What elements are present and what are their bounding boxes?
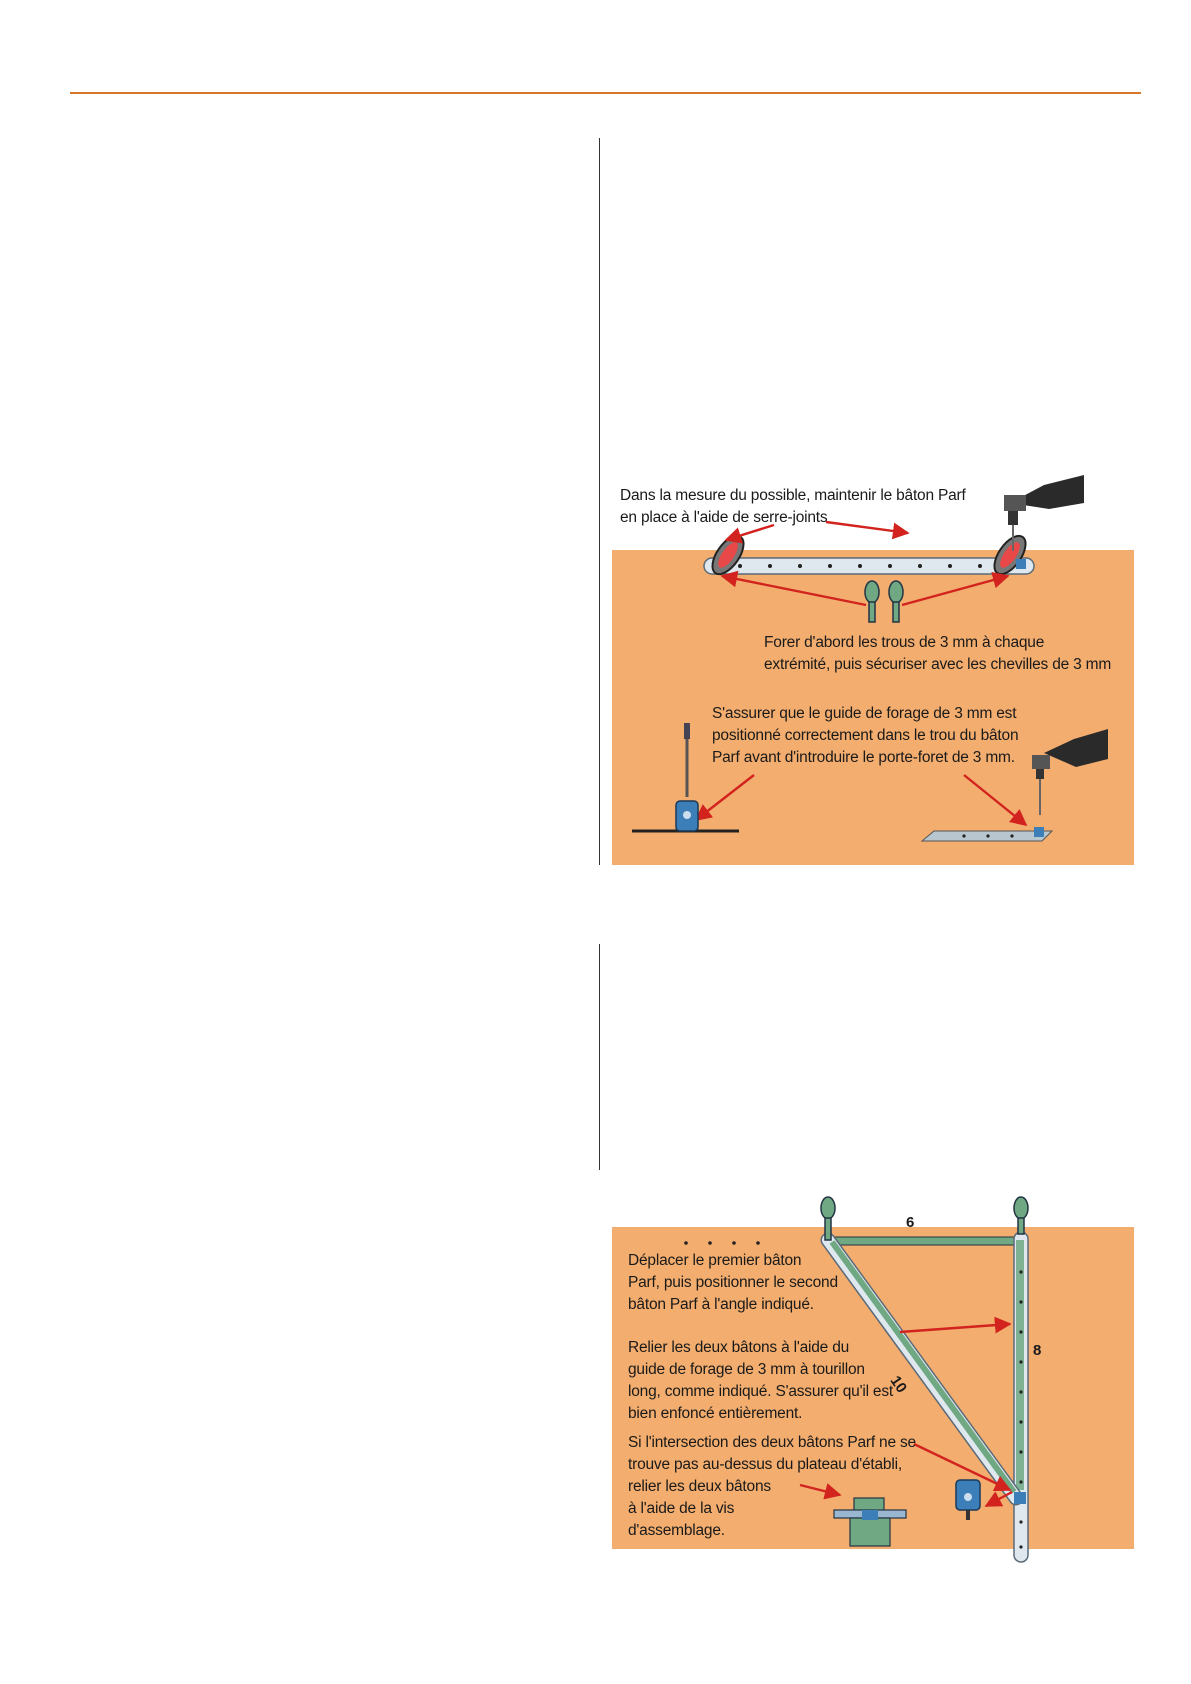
parf-bar xyxy=(704,558,1034,574)
dimension-label-6: 6 xyxy=(906,1214,915,1231)
guide-position-instruction: S'assurer que le guide de forage de 3 mm est positionné correctement dans le trou du bâton Parf avant d'introduire le porte-foret de 3 mm. xyxy=(712,705,1019,766)
column-divider-bottom xyxy=(599,944,600,1170)
top-bar-segment xyxy=(824,1237,1016,1245)
guide-on-bar xyxy=(1016,559,1026,569)
move-bar-instruction: Déplacer le premier bâton Parf, puis positionner le second bâton Parf à l'angle indiqué. xyxy=(628,1252,838,1313)
figure-parf-triangle xyxy=(604,1192,1134,1572)
intersection-guide xyxy=(1014,1492,1026,1504)
figure-parf-clamping xyxy=(604,475,1134,865)
header-rule xyxy=(70,92,1141,94)
drill-ends-instruction: Forer d'abord les trous de 3 mm à chaque extrémité, puis sécuriser avec les chevilles de 3 mm xyxy=(764,634,1112,673)
column-divider-top xyxy=(599,138,600,865)
dimension-label-8: 8 xyxy=(1033,1342,1042,1359)
intersection-instruction: Si l'intersection des deux bâtons Parf ne se trouve pas au-dessus du plateau d'établi, relier les deux bâtons à l'aide de la vis d'assemblage. xyxy=(628,1434,916,1539)
clamp-instruction: Dans la mesure du possible, maintenir le bâton Parf en place à l'aide de serre-joints xyxy=(620,487,966,526)
connect-bars-instruction: Relier les deux bâtons à l'aide du guide de forage de 3 mm à tourillon long, comme indiqué. S'assurer qu'il est bien enfoncé entièrement. xyxy=(628,1339,893,1422)
dimension-label-10: 10 xyxy=(886,1372,911,1397)
